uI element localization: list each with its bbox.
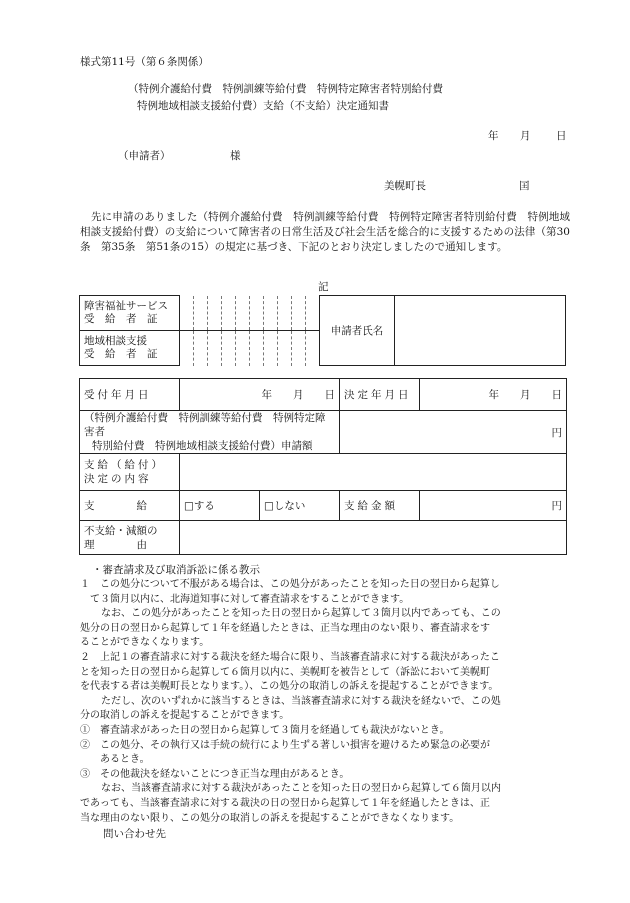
reason-label-line2: 理 由: [84, 538, 147, 551]
cert2-digit: [208, 331, 222, 366]
payment-yes-option[interactable]: □する: [180, 491, 260, 521]
applicant-name-value: [395, 296, 566, 366]
applicant-honorific: 様: [230, 150, 241, 162]
notice-line: ① 審査請求があった日の翌日から起算して３箇月を経過しても裁決がないとき。: [80, 724, 450, 736]
reason-label: [80, 521, 180, 555]
cert1-digit: [292, 296, 306, 331]
cert1-digit: [180, 296, 194, 331]
payment-amount-yen: 円: [420, 491, 567, 521]
cert1-digit: [236, 296, 250, 331]
cert2-label: [80, 331, 180, 366]
notice-line: ② この処分、その執行又は手続の続行により生ずる著しい損害を避けるため緊急の必要が: [80, 739, 490, 751]
cert1-digit: [278, 296, 292, 331]
seal-mark: 囯: [519, 180, 530, 192]
notice-line: 当な理由のない限り、この処分の取消しの訴えを提起することができなくなります。: [80, 812, 460, 824]
cert1-digit: [222, 296, 236, 331]
notice-line: ③ その他裁決を経ないことにつき正当な理由があるとき。: [80, 768, 350, 780]
cert2-digit: [194, 331, 208, 366]
certificate-row-disability: [80, 296, 566, 331]
cert2-digit: [250, 331, 264, 366]
intro-paragraph: 先に申請のありました（特例介護給付費 特例訓練等給付費 特例特定障害者特別給付費 特例地域相談支援給付費）の支給について障害者の日常生活及び社会生活を総合的に支援するための法律（第30条 第35条 第51条の15）の規定に基づき、下記のとおり決定しましたので通知します。: [80, 211, 570, 253]
payment-amount-label: 支給金額: [340, 491, 420, 521]
cert1-digit: [194, 296, 208, 331]
received-date-label: 受付年月日: [80, 379, 180, 411]
cert2-digit: [222, 331, 236, 366]
cert2-label-line1: 地域相談支援: [84, 335, 147, 347]
reason-label-line1: 不支給・減額の: [84, 524, 158, 537]
cert1-label-line2: 受 給 者 証: [84, 313, 158, 325]
cert1-digit: [208, 296, 222, 331]
form-number: 様式第11号（第６条関係）: [80, 56, 209, 68]
reason-value: [180, 521, 567, 555]
payment-row: [80, 491, 567, 521]
notice-line: であっても、当該審査請求に対する裁決の日の翌日から起算して１年を経過したときは、正: [80, 797, 490, 809]
contact-label: 問い合わせ先: [103, 828, 166, 840]
ki-heading: 記: [318, 281, 329, 293]
decision-content-row: [80, 454, 567, 491]
notice-line: ただし、次のいずれかに該当するときは、当該審査請求に対する裁決を経ないで、この処: [91, 695, 501, 707]
applicant-label: （申請者）: [118, 150, 171, 162]
date-day: 日: [556, 130, 567, 142]
notice-line: ることができなくなります。: [80, 637, 210, 649]
application-amount-label-line1: （特例介護給付費 特例訓練等給付費 特例特定障害者: [84, 412, 326, 438]
application-amount-label-line2: 特別給付費 特例地域相談支援給付費）申請額: [92, 440, 313, 452]
cert2-digit: [180, 331, 194, 366]
title-line-2: 特例地域相談支援給付費）支給（不支給）決定通知書: [137, 100, 389, 112]
decision-date-label: 決定年月日: [340, 379, 420, 411]
cert2-digit: [264, 331, 278, 366]
cert1-digit: [264, 296, 278, 331]
notice-line: なお、当該審査請求に対する裁決があったことを知った日の翌日から起算して６箇月以内: [91, 783, 501, 795]
applicant-name-label: 申請者氏名: [320, 296, 395, 366]
cert1-digit: [250, 296, 264, 331]
payment-label: 支 給: [80, 491, 180, 521]
application-amount-label: [80, 411, 340, 454]
notice-body: [80, 578, 574, 826]
notice-line: あるとき。: [80, 754, 150, 766]
cert2-digit: [306, 331, 320, 366]
title-line-1: （特例介護給付費 特例訓練等給付費 特例特定障害者特別給付費: [128, 83, 443, 95]
notice-line: なお、この処分があったことを知った日の翌日から起算して３箇月以内であっても、この: [91, 608, 501, 620]
notice-line: 処分の日の翌日から起算して１年を経過したときは、正当な理由のない限り、審査請求をす: [80, 622, 490, 634]
reason-row: [80, 521, 567, 555]
application-amount-row: [80, 411, 567, 454]
cert2-digit: [236, 331, 250, 366]
notice-line: を代表する者は美幌町長となります。）、この処分の取消しの訴えを提起することができます。: [80, 681, 499, 693]
decision-table: [79, 378, 567, 555]
notice-line: 分の取消しの訴えを提起することができます。: [80, 710, 290, 722]
cert2-digit: [278, 331, 292, 366]
dates-row: [80, 379, 567, 411]
decision-content-value: [180, 454, 567, 491]
decision-content-label-line2: 決定の内容: [84, 473, 152, 485]
application-amount-yen: 円: [340, 411, 567, 454]
cert1-digit: [306, 296, 320, 331]
notice-line: １ この処分について不服がある場合は、この処分があったことを知った日の翌日から起算し: [80, 579, 500, 590]
date-month: 月: [520, 130, 531, 142]
cert2-digit: [292, 331, 306, 366]
notice-line: とを知った日の翌日から起算して６箇月以内に、美幌町を被告として（訴訟において美幌町: [80, 666, 490, 678]
cert1-label-line1: 障害福祉サービス: [84, 300, 168, 312]
notice-heading: ・審査請求及び取消訴訟に係る教示: [92, 564, 260, 576]
payment-no-option[interactable]: □しない: [260, 491, 340, 521]
cert2-label-line2: 受 給 者 証: [84, 348, 158, 360]
decision-content-label-line1: 支給（給付）: [84, 459, 165, 471]
decision-date-value: 年 月 日: [420, 379, 567, 411]
decision-content-label: [80, 454, 180, 491]
issuer-name: 美幌町長: [384, 180, 426, 192]
cert1-label: [80, 296, 180, 331]
date-year: 年: [488, 130, 499, 142]
notice-line: て３箇月以内に、北海道知事に対して審査請求をすることができます。: [80, 593, 410, 605]
notice-line: ２ 上記１の審査請求に対する裁決を経た場合に限り、当該審査請求に対する裁決があったこ: [80, 651, 500, 663]
received-date-value: 年 月 日: [180, 379, 340, 411]
certificate-table: [79, 295, 566, 366]
